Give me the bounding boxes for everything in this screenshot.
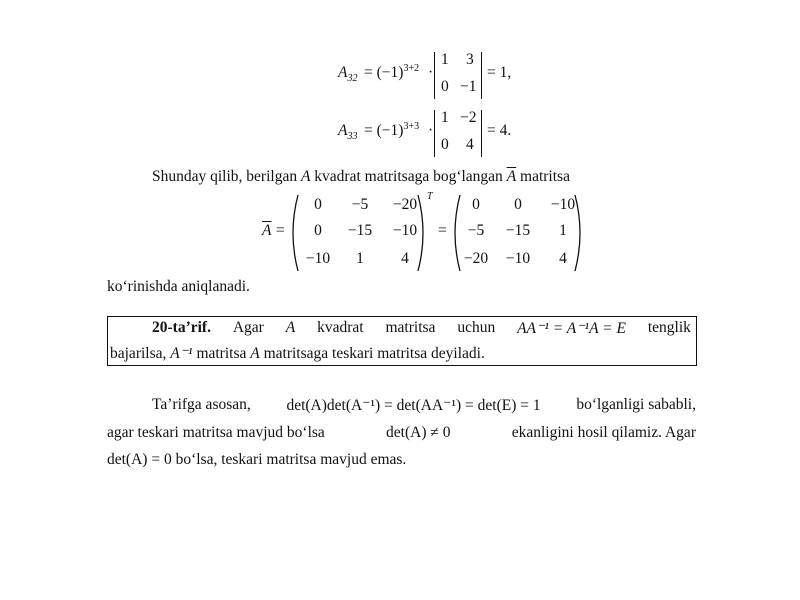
transpose-symbol: T [427, 191, 433, 202]
definition-label: 20-ta’rif. [152, 319, 211, 336]
determinant-formula: det(A) ≠ 0 [386, 424, 451, 441]
determinant-bar-left [434, 52, 435, 99]
matrix-cell: 4 [466, 136, 474, 153]
matrix-cell: −10 [392, 222, 418, 239]
formula-result: = 1, [487, 64, 512, 81]
variable-a: A [300, 168, 311, 185]
determinant-bar-right [481, 52, 482, 99]
variable-a: A [250, 345, 260, 362]
paragraph-intro [152, 168, 570, 186]
inverse-formula: AA⁻¹ = A⁻¹A = E [517, 320, 626, 337]
text-fragment: kvadrat matritsaga bog‘langan [314, 168, 503, 185]
paragraph-3-line-2 [107, 424, 696, 442]
paragraph-3-line-1 [152, 396, 696, 415]
formula-lhs: $A_{32}$ [338, 64, 358, 85]
text-fragment: bo‘lsa, teskari matritsa mavjud emas. [175, 451, 407, 468]
text-fragment: Shunday qilib, berilgan [152, 168, 298, 185]
equals-sign: = [276, 222, 285, 239]
definition-line-2 [110, 344, 485, 363]
text-fragment: kvadrat [317, 319, 364, 336]
matrix-cell: 4 [559, 250, 567, 267]
formula-result: = 4. [487, 122, 512, 139]
determinant-formula: det(A)det(A⁻¹) = det(AA⁻¹) = det(E) = 1 [286, 397, 541, 414]
matrix-cell: 0 [472, 196, 480, 213]
variable-a-bar: $\overline{A}$ [506, 168, 517, 185]
matrix-cell: 3 [466, 51, 474, 68]
matrix-cell: −10 [550, 196, 576, 213]
matrix-cell: 0 [514, 196, 522, 213]
right-paren [572, 193, 586, 273]
determinant-formula: det(A) = 0 [107, 451, 172, 468]
variable-a: A [285, 319, 296, 336]
matrix-cell: −10 [305, 250, 331, 267]
text-fragment: Ta’rifga asosan, [152, 396, 251, 413]
matrix-cell: −10 [505, 250, 531, 267]
text-fragment: tenglik [647, 319, 691, 336]
text-fragment: bajarilsa, [110, 345, 167, 362]
formula-lhs: $A_{33}$ [338, 122, 358, 143]
matrix-cell: −2 [460, 109, 477, 126]
matrix-cell: −20 [463, 250, 489, 267]
matrix-cell: −15 [347, 222, 373, 239]
dot-operator: · [428, 64, 434, 81]
text-fragment: bo‘lganligi sababli, [576, 396, 696, 413]
matrix-cell: 0 [314, 196, 322, 213]
determinant-bar-left [434, 110, 435, 157]
variable-a-bar: $\overline{A}$ [262, 222, 272, 239]
variable-a-inverse: A⁻¹ [170, 345, 193, 362]
determinant-bar-right [481, 110, 482, 157]
text-fragment: matritsa [196, 345, 247, 362]
dot-operator: · [428, 122, 434, 139]
matrix-cell: 0 [441, 136, 449, 153]
equals-sign: = [438, 222, 447, 239]
text-fragment: Agar [232, 319, 264, 336]
paragraph-3-line-3 [107, 451, 406, 469]
text-fragment: matritsa [520, 168, 570, 185]
formula-factor: = $(-1)^{3+3}$ [364, 120, 420, 139]
matrix-cell: −15 [505, 222, 531, 239]
right-paren [415, 193, 429, 273]
text-fragment: ekanligini hosil qilamiz. Agar [511, 424, 696, 441]
matrix-cell: 1 [559, 222, 567, 239]
text-fragment: matritsa [385, 319, 436, 336]
matrix-cell: −1 [460, 78, 477, 95]
matrix-cell: 1 [441, 109, 449, 126]
text-fragment: matritsaga teskari matritsa deyiladi. [263, 345, 485, 362]
matrix-cell: 4 [401, 250, 409, 267]
paragraph-conclusion: ko‘rinishda aniqlanadi. [107, 278, 250, 295]
formula-factor: = $(-1)^{3+2}$ [364, 62, 420, 81]
matrix-cell: −20 [392, 196, 418, 213]
matrix-cell: −5 [351, 196, 369, 213]
matrix-cell: 0 [441, 78, 449, 95]
matrix-cell: 1 [441, 51, 449, 68]
matrix-cell: −5 [467, 222, 485, 239]
text-fragment: uchun [457, 319, 496, 336]
definition-line-1 [152, 319, 691, 338]
matrix-cell: 1 [356, 250, 364, 267]
text-fragment: agar teskari matritsa mavjud bo‘lsa [107, 424, 325, 441]
matrix-cell: 0 [314, 222, 322, 239]
